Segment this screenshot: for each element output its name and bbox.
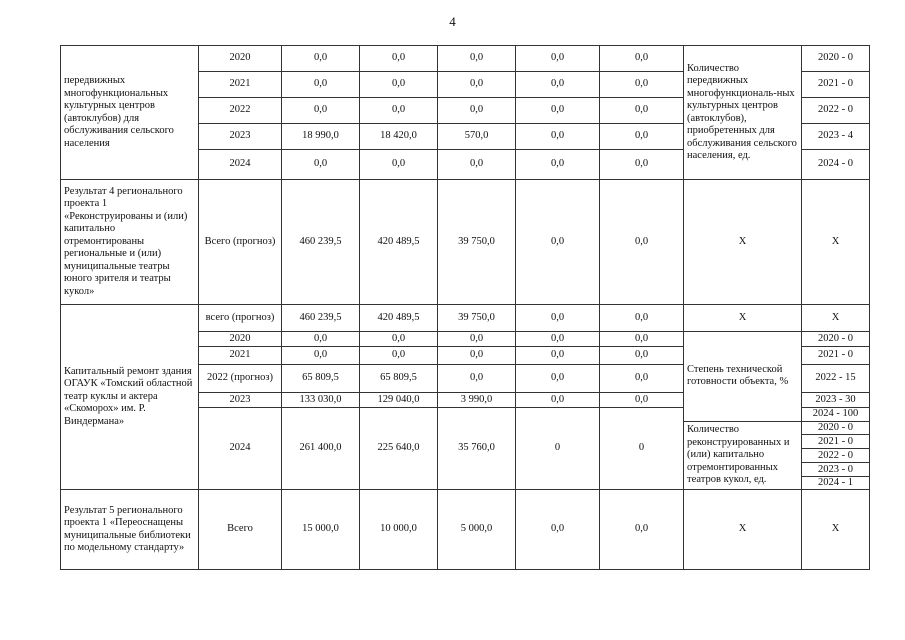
value-cell: 0,0 bbox=[282, 150, 360, 180]
year-cell: 2024 bbox=[199, 408, 282, 490]
target-cell: 2022 - 0 bbox=[802, 98, 870, 124]
value-cell: 0,0 bbox=[516, 365, 600, 393]
result-name-cell: Результат 5 регионального проекта 1 «Переоснащены муниципальные библиотеки по модельному стандарту» bbox=[61, 490, 199, 570]
value-cell: 0,0 bbox=[360, 347, 438, 365]
value-cell: 0,0 bbox=[600, 124, 684, 150]
value-cell: 10 000,0 bbox=[360, 490, 438, 570]
target-cell: 2020 - 0 bbox=[802, 332, 870, 347]
value-cell: 0,0 bbox=[282, 46, 360, 72]
year-cell: 2022 (прогноз) bbox=[199, 365, 282, 393]
value-cell: 0,0 bbox=[516, 490, 600, 570]
value-cell: 129 040,0 bbox=[360, 393, 438, 408]
indicator-cell: Степень технической готовности объекта, % bbox=[684, 332, 802, 422]
table-row bbox=[61, 180, 870, 305]
period-cell: Всего (прогноз) bbox=[199, 180, 282, 305]
value-cell: 35 760,0 bbox=[438, 408, 516, 490]
year-cell: 2020 bbox=[199, 46, 282, 72]
indicator-cell: X bbox=[684, 180, 802, 305]
value-cell: 3 990,0 bbox=[438, 393, 516, 408]
period-cell: Всего bbox=[199, 490, 282, 570]
value-cell: 0,0 bbox=[438, 46, 516, 72]
value-cell: 0,0 bbox=[282, 98, 360, 124]
value-cell: 0,0 bbox=[360, 46, 438, 72]
value-cell: 0,0 bbox=[600, 332, 684, 347]
value-cell: 0,0 bbox=[438, 72, 516, 98]
value-cell: 0,0 bbox=[600, 490, 684, 570]
value-cell: 0,0 bbox=[438, 98, 516, 124]
year-cell: 2024 bbox=[199, 150, 282, 180]
target-value: 2021 - 0 bbox=[802, 435, 869, 449]
value-cell: 420 489,5 bbox=[360, 180, 438, 305]
year-cell: 2023 bbox=[199, 393, 282, 408]
year-cell: 2020 bbox=[199, 332, 282, 347]
target-cell: 2023 - 4 bbox=[802, 124, 870, 150]
value-cell: 0,0 bbox=[438, 150, 516, 180]
value-cell: 0,0 bbox=[516, 393, 600, 408]
target-cell: 2021 - 0 bbox=[802, 72, 870, 98]
value-cell: 39 750,0 bbox=[438, 180, 516, 305]
value-cell: 0,0 bbox=[282, 347, 360, 365]
year-cell: 2021 bbox=[199, 72, 282, 98]
target-stack-cell bbox=[802, 435, 870, 490]
value-cell: 0,0 bbox=[360, 332, 438, 347]
indicator-cell: X bbox=[684, 305, 802, 332]
table-row bbox=[61, 46, 870, 72]
indicator-cell: Количество реконструированных и (или) капитально отремонтированных театров кукол, ед. bbox=[684, 421, 802, 490]
value-cell: 0,0 bbox=[360, 72, 438, 98]
value-cell: 0,0 bbox=[438, 365, 516, 393]
value-cell: 0,0 bbox=[282, 332, 360, 347]
indicator-cell: X bbox=[684, 490, 802, 570]
value-cell: 0,0 bbox=[360, 98, 438, 124]
value-cell: 65 809,5 bbox=[360, 365, 438, 393]
period-cell: всего (прогноз) bbox=[199, 305, 282, 332]
page-number: 4 bbox=[449, 14, 456, 29]
value-cell: 0,0 bbox=[600, 305, 684, 332]
value-cell: 0,0 bbox=[516, 347, 600, 365]
result-name-cell: Результат 4 регионального проекта 1 «Реконструированы и (или) капитально отремонтированы региональные и (или) муниципальные театры юного зрителя и театры кукол» bbox=[61, 180, 199, 305]
target-cell: 2023 - 30 bbox=[802, 393, 870, 408]
value-cell: 0 bbox=[600, 408, 684, 490]
indicator-cell: Количество передвижных многофункциональ-ных культурных центров (автоклубов), приобретенных для обслуживания сельского населения, ед. bbox=[684, 46, 802, 180]
value-cell: 15 000,0 bbox=[282, 490, 360, 570]
target-cell: 2022 - 15 bbox=[802, 365, 870, 393]
target-cell: 2021 - 0 bbox=[802, 347, 870, 365]
target-cell: 2024 - 0 bbox=[802, 150, 870, 180]
value-cell: 0,0 bbox=[282, 72, 360, 98]
year-cell: 2021 bbox=[199, 347, 282, 365]
target-cell: X bbox=[802, 490, 870, 570]
value-cell: 39 750,0 bbox=[438, 305, 516, 332]
target-cell: X bbox=[802, 180, 870, 305]
value-cell: 0 bbox=[516, 408, 600, 490]
value-cell: 0,0 bbox=[600, 150, 684, 180]
value-cell: 460 239,5 bbox=[282, 305, 360, 332]
value-cell: 420 489,5 bbox=[360, 305, 438, 332]
target-value: 2022 - 0 bbox=[802, 449, 869, 463]
value-cell: 0,0 bbox=[516, 72, 600, 98]
value-cell: 225 640,0 bbox=[360, 408, 438, 490]
value-cell: 18 420,0 bbox=[360, 124, 438, 150]
value-cell: 0,0 bbox=[600, 347, 684, 365]
value-cell: 0,0 bbox=[600, 180, 684, 305]
value-cell: 0,0 bbox=[516, 98, 600, 124]
value-cell: 570,0 bbox=[438, 124, 516, 150]
event-name-cell: Капитальный ремонт здания ОГАУК «Томский областной театр куклы и актера «Скоморох» им. Р. Виндермана» bbox=[61, 305, 199, 490]
value-cell: 0,0 bbox=[360, 150, 438, 180]
table-row bbox=[61, 305, 870, 332]
value-cell: 0,0 bbox=[600, 365, 684, 393]
value-cell: 261 400,0 bbox=[282, 408, 360, 490]
year-cell: 2023 bbox=[199, 124, 282, 150]
value-cell: 0,0 bbox=[516, 150, 600, 180]
value-cell: 0,0 bbox=[600, 98, 684, 124]
target-value: 2024 - 1 bbox=[818, 477, 853, 488]
value-cell: 0,0 bbox=[438, 347, 516, 365]
target-cell: X bbox=[802, 305, 870, 332]
target-cell: 2024 - 100 bbox=[802, 408, 870, 422]
event-name-cell: передвижных многофункциональных культурных центров (автоклубов) для обслуживания сельского населения bbox=[61, 46, 199, 180]
year-cell: 2022 bbox=[199, 98, 282, 124]
value-cell: 0,0 bbox=[516, 46, 600, 72]
target-cell: 2020 - 0 bbox=[802, 421, 870, 435]
value-cell: 0,0 bbox=[516, 124, 600, 150]
value-cell: 460 239,5 bbox=[282, 180, 360, 305]
value-cell: 133 030,0 bbox=[282, 393, 360, 408]
value-cell: 0,0 bbox=[600, 72, 684, 98]
target-value: 2023 - 0 bbox=[802, 463, 869, 477]
budget-table bbox=[60, 45, 870, 570]
table-row bbox=[61, 490, 870, 570]
value-cell: 0,0 bbox=[600, 393, 684, 408]
value-cell: 5 000,0 bbox=[438, 490, 516, 570]
value-cell: 0,0 bbox=[438, 332, 516, 347]
target-cell: 2020 - 0 bbox=[802, 46, 870, 72]
value-cell: 0,0 bbox=[516, 332, 600, 347]
value-cell: 0,0 bbox=[516, 305, 600, 332]
value-cell: 0,0 bbox=[516, 180, 600, 305]
value-cell: 0,0 bbox=[600, 46, 684, 72]
value-cell: 18 990,0 bbox=[282, 124, 360, 150]
value-cell: 65 809,5 bbox=[282, 365, 360, 393]
